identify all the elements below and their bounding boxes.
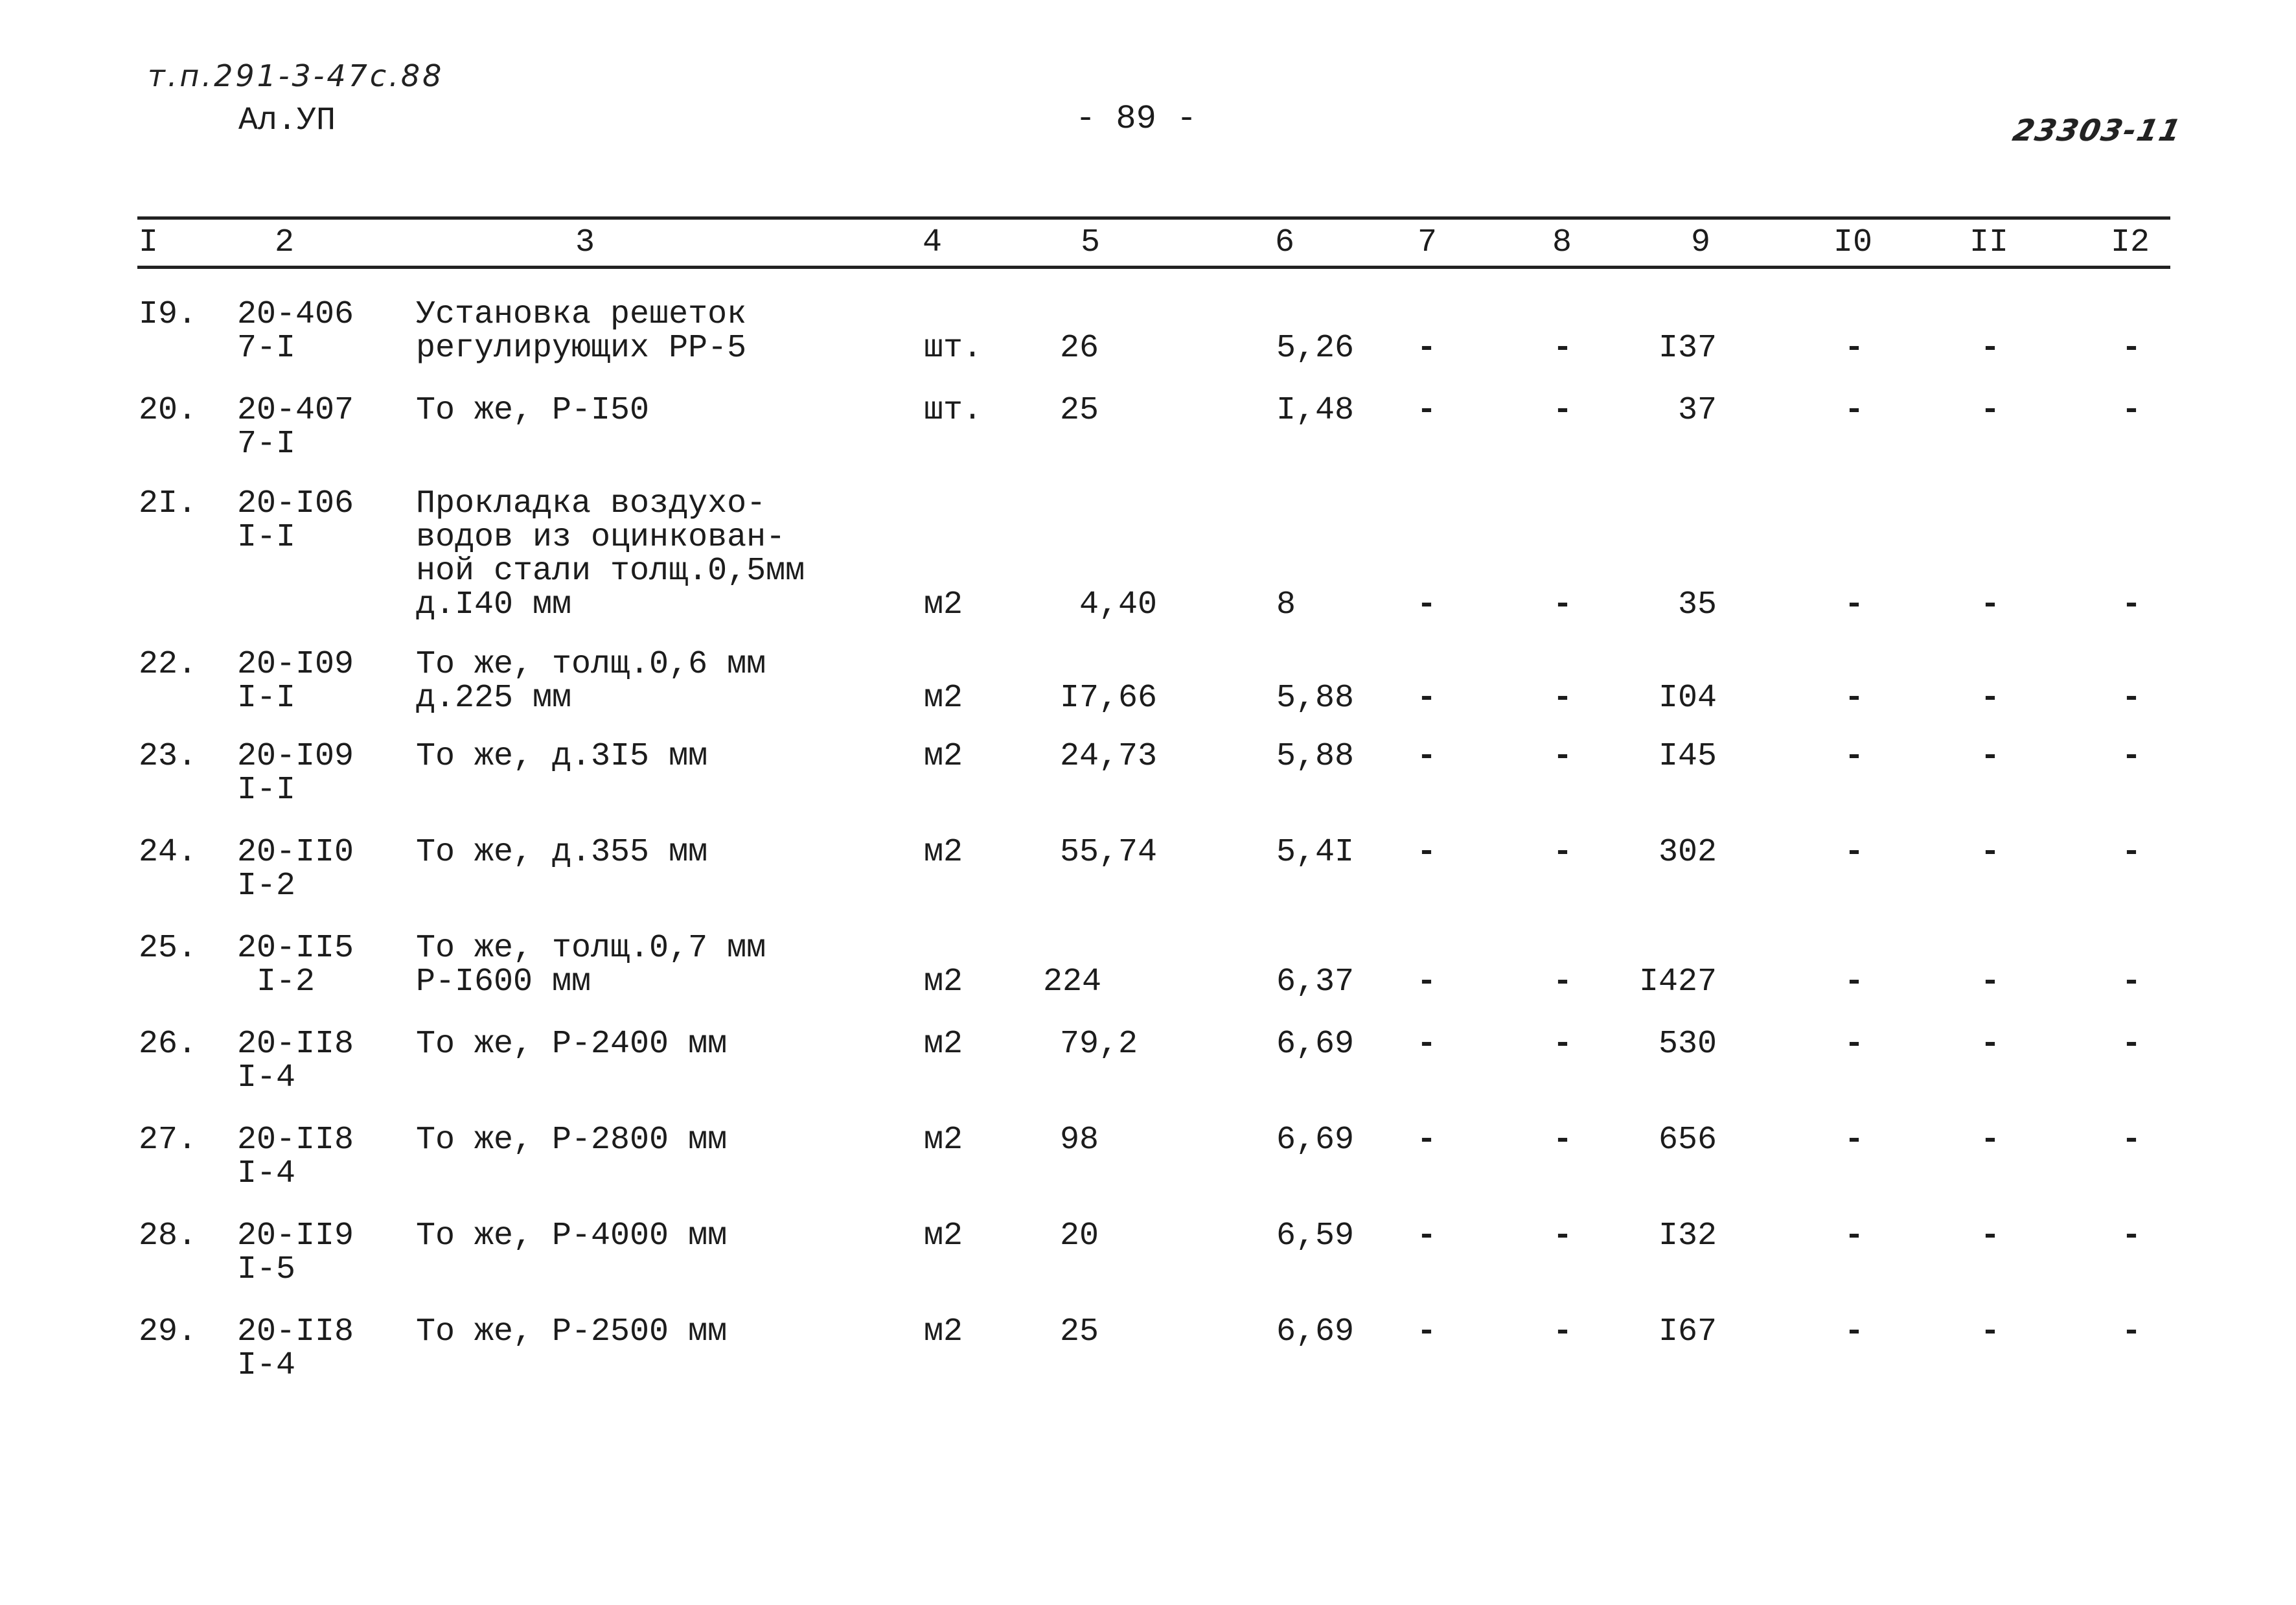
norm-code: 20-II8 I-4 — [237, 1026, 354, 1096]
norm-code: 20-407 7-I — [237, 392, 354, 463]
quantity: 224 — [1043, 964, 1102, 1000]
value-col-6: 5,26 — [1276, 330, 1355, 367]
value-col-11: - — [1980, 1218, 2000, 1254]
value-col-9: I45 — [1658, 738, 1717, 775]
row-number: 2I. — [139, 485, 198, 522]
value-col-9: I427 — [1638, 964, 1717, 1000]
value-col-9: 37 — [1677, 392, 1717, 429]
row-number: 25. — [139, 930, 198, 967]
work-description: То же, Р-2800 мм — [416, 1122, 728, 1159]
value-col-9: 530 — [1658, 1026, 1717, 1063]
value-col-6: 6,69 — [1276, 1313, 1355, 1350]
value-col-10: - — [1844, 1026, 1864, 1063]
value-col-11: - — [1980, 1026, 2000, 1063]
work-description: Установка решеток регулирующих РР-5 — [416, 296, 747, 367]
value-col-6: 5,88 — [1276, 680, 1355, 717]
value-col-8: - — [1552, 1026, 1572, 1063]
work-description: То же, толщ.0,7 мм Р-I600 мм — [416, 930, 766, 1000]
column-header-8: 8 — [1552, 224, 1572, 261]
quantity: 98 — [1060, 1122, 1099, 1159]
value-col-11: - — [1980, 738, 2000, 775]
unit: шт. — [924, 330, 983, 367]
work-description: То же, Р-2500 мм — [416, 1313, 728, 1350]
value-col-11: - — [1980, 586, 2000, 623]
norm-code: 20-II8 I-4 — [237, 1122, 354, 1192]
value-col-11: - — [1980, 1122, 2000, 1159]
value-col-8: - — [1552, 1218, 1572, 1254]
value-col-9: I32 — [1658, 1218, 1717, 1254]
row-number: 27. — [139, 1122, 198, 1159]
value-col-10: - — [1844, 738, 1864, 775]
value-col-12: - — [2121, 738, 2141, 775]
work-description: То же, д.3I5 мм — [416, 738, 708, 775]
value-col-12: - — [2121, 1218, 2141, 1254]
table-header-rule — [137, 266, 2170, 269]
column-header-2: 2 — [275, 224, 295, 261]
value-col-10: - — [1844, 330, 1864, 367]
norm-code: 20-II8 I-4 — [237, 1313, 354, 1384]
unit: м2 — [924, 834, 963, 871]
value-col-12: - — [2121, 1313, 2141, 1350]
unit: м2 — [924, 1218, 963, 1254]
value-col-8: - — [1552, 834, 1572, 871]
quantity: 25 — [1060, 1313, 1099, 1350]
value-col-8: - — [1552, 586, 1572, 623]
value-col-7: - — [1416, 680, 1436, 717]
unit: шт. — [924, 392, 983, 429]
document-code: т.п.291-3-47с.88 — [148, 58, 444, 93]
value-col-6: 6,59 — [1276, 1218, 1355, 1254]
work-description: То же, Р-I50 — [416, 392, 650, 429]
inventory-number: 23303-11 — [2010, 113, 2185, 148]
quantity: 26 — [1060, 330, 1099, 367]
value-col-11: - — [1980, 964, 2000, 1000]
quantity: 55,74 — [1060, 834, 1158, 871]
value-col-8: - — [1552, 392, 1572, 429]
value-col-7: - — [1416, 392, 1436, 429]
column-header-4: 4 — [923, 224, 943, 261]
value-col-10: - — [1844, 586, 1864, 623]
value-col-11: - — [1980, 1313, 2000, 1350]
value-col-11: - — [1980, 392, 2000, 429]
value-col-6: 5,88 — [1276, 738, 1355, 775]
column-header-7: 7 — [1418, 224, 1438, 261]
value-col-7: - — [1416, 964, 1436, 1000]
quantity: 20 — [1060, 1218, 1099, 1254]
unit: м2 — [924, 1313, 963, 1350]
value-col-9: I37 — [1658, 330, 1717, 367]
value-col-6: 5,4I — [1276, 834, 1355, 871]
norm-code: 20-II9 I-5 — [237, 1218, 354, 1288]
unit: м2 — [924, 964, 963, 1000]
value-col-7: - — [1416, 1313, 1436, 1350]
value-col-11: - — [1980, 330, 2000, 367]
row-number: 20. — [139, 392, 198, 429]
table-top-rule — [137, 216, 2170, 220]
album-label: Ал.УП — [238, 102, 336, 139]
work-description: То же, д.355 мм — [416, 834, 708, 871]
value-col-7: - — [1416, 586, 1436, 623]
column-header-11: II — [1969, 224, 2009, 261]
value-col-10: - — [1844, 964, 1864, 1000]
value-col-12: - — [2121, 1122, 2141, 1159]
value-col-9: 35 — [1677, 586, 1717, 623]
row-number: 23. — [139, 738, 198, 775]
column-header-10: I0 — [1833, 224, 1873, 261]
quantity: 24,73 — [1060, 738, 1158, 775]
column-header-9: 9 — [1691, 224, 1711, 261]
value-col-9: I67 — [1658, 1313, 1717, 1350]
column-header-5: 5 — [1081, 224, 1101, 261]
quantity: 25 — [1060, 392, 1099, 429]
value-col-6: I,48 — [1276, 392, 1355, 429]
value-col-10: - — [1844, 680, 1864, 717]
column-header-12: I2 — [2111, 224, 2150, 261]
value-col-7: - — [1416, 330, 1436, 367]
row-number: 22. — [139, 646, 198, 683]
norm-code: 20-I09 I-I — [237, 738, 354, 809]
row-number: 28. — [139, 1218, 198, 1254]
value-col-8: - — [1552, 964, 1572, 1000]
value-col-9: 656 — [1658, 1122, 1717, 1159]
norm-code: 20-II5 I-2 — [237, 930, 354, 1000]
norm-code: 20-II0 I-2 — [237, 834, 354, 905]
column-header-1: I — [139, 224, 159, 261]
row-number: 26. — [139, 1026, 198, 1063]
value-col-6: 6,69 — [1276, 1122, 1355, 1159]
value-col-8: - — [1552, 738, 1572, 775]
value-col-9: I04 — [1658, 680, 1717, 717]
column-header-6: 6 — [1275, 224, 1295, 261]
quantity: 79,2 — [1060, 1026, 1138, 1063]
value-col-8: - — [1552, 330, 1572, 367]
page-number: - 89 - — [1075, 100, 1197, 138]
unit: м2 — [924, 586, 963, 623]
work-description: То же, Р-4000 мм — [416, 1218, 728, 1254]
value-col-12: - — [2121, 1026, 2141, 1063]
value-col-12: - — [2121, 964, 2141, 1000]
value-col-10: - — [1844, 834, 1864, 871]
value-col-6: 8 — [1276, 586, 1296, 623]
unit: м2 — [924, 1026, 963, 1063]
value-col-10: - — [1844, 1313, 1864, 1350]
column-header-3: 3 — [575, 224, 595, 261]
unit: м2 — [924, 1122, 963, 1159]
value-col-6: 6,69 — [1276, 1026, 1355, 1063]
value-col-7: - — [1416, 834, 1436, 871]
work-description: Прокладка воздухо- водов из оцинкован- ной стали толщ.0,5мм д.I40 мм — [416, 485, 805, 623]
value-col-10: - — [1844, 1218, 1864, 1254]
value-col-10: - — [1844, 392, 1864, 429]
norm-code: 20-I06 I-I — [237, 485, 354, 556]
value-col-10: - — [1844, 1122, 1864, 1159]
value-col-12: - — [2121, 586, 2141, 623]
norm-code: 20-406 7-I — [237, 296, 354, 367]
value-col-8: - — [1552, 1122, 1572, 1159]
value-col-9: 302 — [1658, 834, 1717, 871]
value-col-12: - — [2121, 834, 2141, 871]
value-col-7: - — [1416, 1122, 1436, 1159]
quantity: 4,40 — [1060, 586, 1158, 623]
quantity: I7,66 — [1060, 680, 1158, 717]
value-col-6: 6,37 — [1276, 964, 1355, 1000]
row-number: 29. — [139, 1313, 198, 1350]
work-description: То же, толщ.0,6 мм д.225 мм — [416, 646, 766, 717]
value-col-7: - — [1416, 1218, 1436, 1254]
value-col-8: - — [1552, 680, 1572, 717]
value-col-11: - — [1980, 680, 2000, 717]
value-col-8: - — [1552, 1313, 1572, 1350]
norm-code: 20-I09 I-I — [237, 646, 354, 717]
value-col-12: - — [2121, 392, 2141, 429]
unit: м2 — [924, 738, 963, 775]
value-col-12: - — [2121, 330, 2141, 367]
value-col-7: - — [1416, 738, 1436, 775]
value-col-11: - — [1980, 834, 2000, 871]
row-number: I9. — [139, 296, 198, 333]
unit: м2 — [924, 680, 963, 717]
value-col-12: - — [2121, 680, 2141, 717]
row-number: 24. — [139, 834, 198, 871]
work-description: То же, Р-2400 мм — [416, 1026, 728, 1063]
value-col-7: - — [1416, 1026, 1436, 1063]
